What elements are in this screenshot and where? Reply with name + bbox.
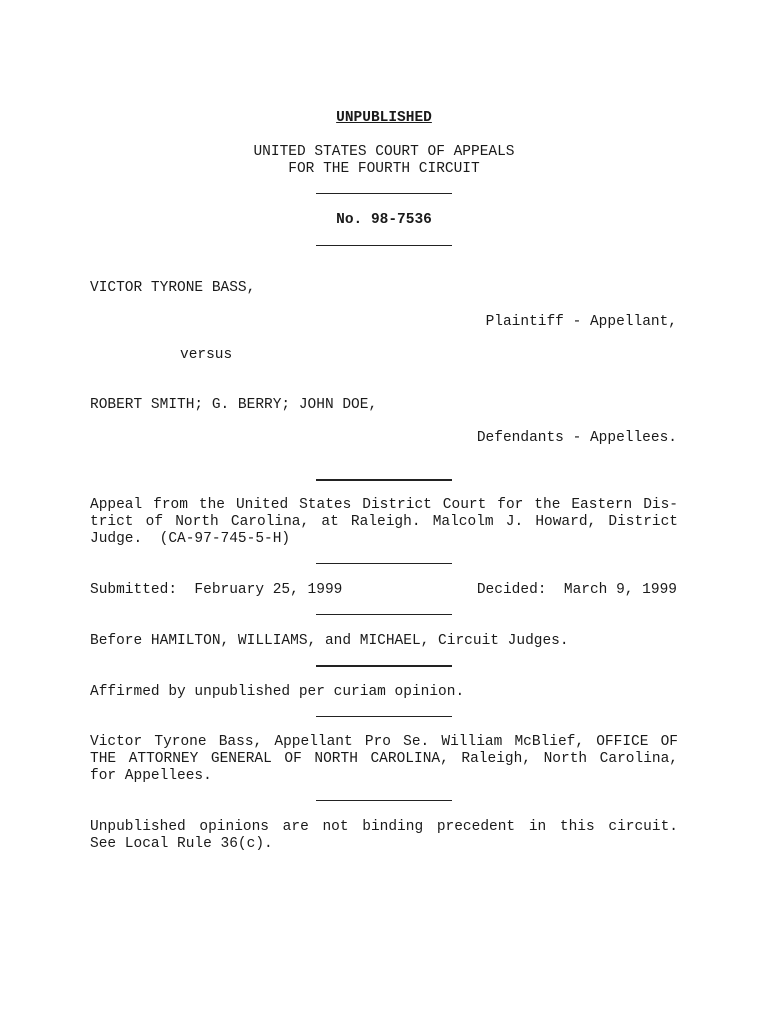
divider-rule	[316, 245, 452, 246]
defendant-names: ROBERT SMITH; G. BERRY; JOHN DOE,	[90, 397, 378, 413]
versus-label: versus	[180, 347, 233, 363]
divider-rule	[316, 563, 452, 564]
defendant-role: Defendants - Appellees.	[476, 430, 677, 446]
decided-date: Decided: March 9, 1999	[476, 582, 677, 598]
disposition: Affirmed by unpublished per curiam opinion.	[90, 684, 465, 700]
notice-paragraph	[90, 819, 678, 853]
case-number: No. 98-7536	[336, 212, 432, 228]
appeal-paragraph	[90, 497, 678, 548]
appeal-line: trict of North Carolina, at Raleigh. Malcolm J. Howard, District	[90, 514, 678, 530]
plaintiff-role: Plaintiff - Appellant,	[485, 314, 677, 330]
divider-rule	[316, 479, 452, 481]
notice-line: See Local Rule 36(c).	[90, 836, 273, 852]
panel-judges: Before HAMILTON, WILLIAMS, and MICHAEL, Circuit Judges.	[90, 633, 569, 649]
divider-rule	[316, 193, 452, 194]
submitted-date: Submitted: February 25, 1999	[90, 582, 343, 598]
plaintiff-name: VICTOR TYRONE BASS,	[90, 280, 256, 296]
notice-line: Unpublished opinions are not binding precedent in this circuit.	[90, 819, 678, 835]
divider-rule	[316, 800, 452, 801]
appeal-line: Appeal from the United States District Court for the Eastern Dis-	[90, 497, 678, 513]
court-name-line1: UNITED STATES COURT OF APPEALS	[253, 144, 515, 160]
counsel-line: Victor Tyrone Bass, Appellant Pro Se. William McBlief, OFFICE OF	[90, 734, 678, 750]
counsel-paragraph	[90, 734, 678, 785]
counsel-line: for Appellees.	[90, 768, 212, 784]
counsel-line: THE ATTORNEY GENERAL OF NORTH CAROLINA, Raleigh, North Carolina,	[90, 751, 678, 767]
divider-rule	[316, 665, 452, 667]
divider-rule	[316, 716, 452, 717]
unpublished-label: UNPUBLISHED	[336, 110, 432, 126]
appeal-line: Judge. (CA-97-745-5-H)	[90, 531, 291, 547]
court-name-line2: FOR THE FOURTH CIRCUIT	[288, 161, 480, 177]
divider-rule	[316, 614, 452, 615]
